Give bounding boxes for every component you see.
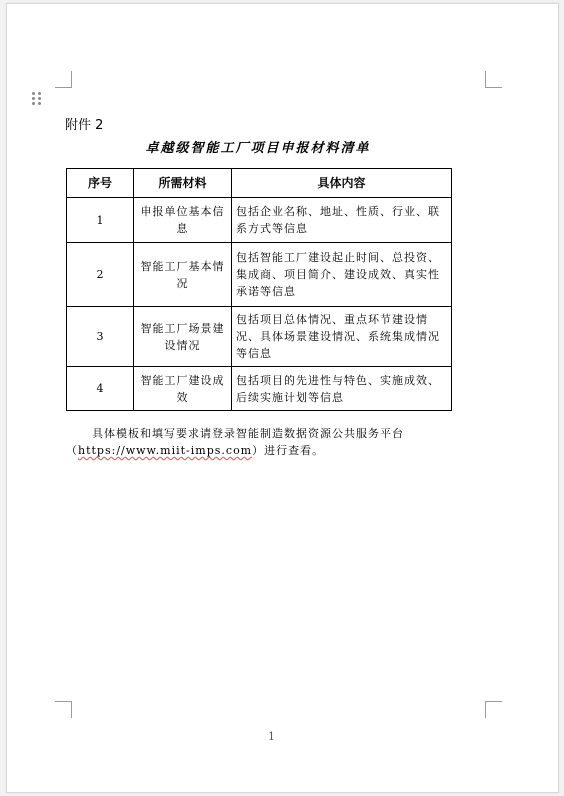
crop-mark-top-right (485, 71, 502, 88)
crop-mark-top-left (55, 71, 72, 88)
table-row (67, 367, 452, 411)
row-content: 包括智能工厂建设起止时间、总投资、集成商、项目简介、建设成效、真实性承诺等信息 (232, 243, 452, 307)
row-number: 1 (67, 198, 134, 243)
document-title: 卓越级智能工厂项目申报材料清单 (145, 141, 371, 156)
page-number: 1 (268, 730, 275, 743)
row-material: 智能工厂建设成效 (134, 367, 232, 411)
row-number: 2 (67, 243, 134, 307)
row-material: 智能工厂基本情况 (134, 243, 232, 307)
table-row (67, 307, 452, 367)
table-row (67, 243, 452, 307)
note-text-before: 具体模板和填写要求请登录智能制造数据资源公共服务平台（ (66, 427, 404, 457)
table-row (67, 198, 452, 243)
row-content: 包括项目总体情况、重点环节建设情况、具体场景建设情况、系统集成情况等信息 (232, 307, 452, 367)
row-content: 包括企业名称、地址、性质、行业、联系方式等信息 (232, 198, 452, 243)
row-number: 4 (67, 367, 134, 411)
platform-url-link[interactable]: https://www.miit-imps.com (78, 444, 253, 457)
table-header-row (67, 169, 452, 198)
attachment-label: 附件 2 (65, 118, 104, 133)
crop-mark-bottom-right (485, 701, 502, 718)
row-material: 智能工厂场景建设情况 (134, 307, 232, 367)
drag-handle-icon[interactable] (32, 92, 42, 106)
header-number: 序号 (67, 169, 134, 198)
crop-mark-bottom-left (55, 701, 72, 718)
row-number: 3 (67, 307, 134, 367)
row-material: 申报单位基本信息 (134, 198, 232, 243)
note-paragraph (66, 425, 450, 459)
header-material: 所需材料 (134, 169, 232, 198)
row-content: 包括项目的先进性与特色、实施成效、后续实施计划等信息 (232, 367, 452, 411)
note-text-after: ）进行查看。 (252, 444, 325, 457)
materials-table (66, 168, 452, 411)
header-content: 具体内容 (232, 169, 452, 198)
